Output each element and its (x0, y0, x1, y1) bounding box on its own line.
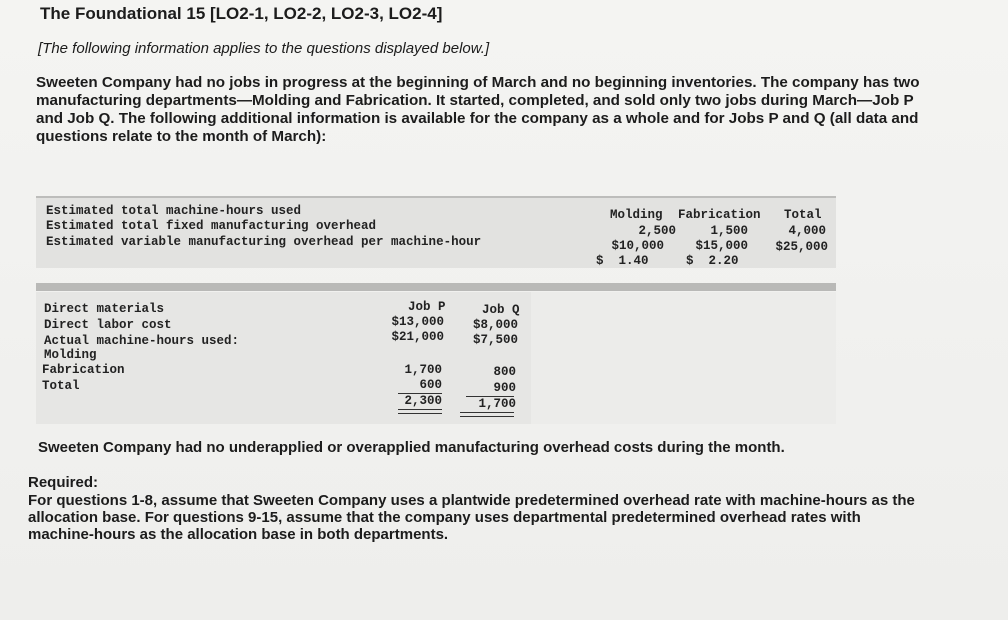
cell-value: $13,000 (391, 315, 444, 329)
subtotal-underline (398, 393, 442, 394)
column-header-molding: Molding (610, 208, 663, 222)
total-double-underline (460, 412, 514, 417)
subtotal-underline (466, 396, 514, 397)
job-cost-table (36, 292, 531, 424)
row-label: Estimated total machine-hours used (46, 204, 302, 218)
cell-value: $ 1.40 (596, 254, 649, 268)
cell-value: 1,500 (710, 224, 748, 238)
cell-value: 1,700 (478, 397, 516, 411)
cell-value: 2,500 (638, 224, 676, 238)
overhead-statement: Sweeten Company had no underapplied or overapplied manufacturing overhead costs during the month. (38, 439, 785, 456)
row-label: Molding (44, 348, 97, 362)
cell-value: 600 (419, 378, 442, 392)
cell-value: 900 (493, 381, 516, 395)
cell-value: 1,700 (404, 363, 442, 377)
cell-value: $7,500 (472, 333, 518, 347)
cell-value: $25,000 (775, 240, 828, 254)
column-header-total: Total (784, 208, 822, 222)
required-instructions: For questions 1-8, assume that Sweeten Company uses a plantwide predetermined overhead rate with machine-hours as the allocation base. For questions 9-15, assume that the company uses departmental predetermined overhead rates with machine-hours as the allocation base in both departments. (28, 492, 915, 543)
overhead-estimates-table (36, 196, 836, 268)
row-label: Fabrication (42, 363, 125, 377)
row-label: Direct materials (44, 302, 165, 316)
cell-value: $10,000 (611, 239, 664, 253)
section-divider (36, 283, 836, 291)
cell-value: $8,000 (472, 318, 518, 332)
column-header-fabrication: Fabrication (678, 208, 761, 222)
cell-value: $21,000 (391, 330, 444, 344)
row-label: Actual machine-hours used: (44, 334, 240, 348)
cell-value: 800 (493, 365, 516, 379)
required-heading: Required: (28, 474, 99, 491)
table-background (531, 292, 836, 424)
cell-value: $15,000 (695, 239, 748, 253)
cell-value: 4,000 (788, 224, 826, 238)
column-header-job-p: Job P (408, 300, 446, 314)
total-double-underline (398, 409, 442, 414)
page-title: The Foundational 15 [LO2-1, LO2-2, LO2-3, LO2-4] (40, 4, 443, 23)
row-label: Estimated total fixed manufacturing overhead (46, 219, 377, 233)
cell-value: $ 2.20 (686, 254, 739, 268)
scenario-paragraph: Sweeten Company had no jobs in progress at the beginning of March and no beginning inventories. The company has two manufacturing departments—Molding and Fabrication. It started, completed, and sold only two jobs during March—Job P and Job Q. The following additional information is available for the company as a whole and for Jobs P and Q (all data and questions relate to the month of March): (36, 74, 920, 145)
row-label: Estimated variable manufacturing overhead per machine-hour (46, 235, 482, 249)
row-label: Total (42, 379, 80, 393)
cell-value: 2,300 (404, 394, 442, 408)
intro-note: [The following information applies to the questions displayed below.] (38, 40, 490, 57)
row-label: Direct labor cost (44, 318, 172, 332)
column-header-job-q: Job Q (482, 303, 520, 317)
